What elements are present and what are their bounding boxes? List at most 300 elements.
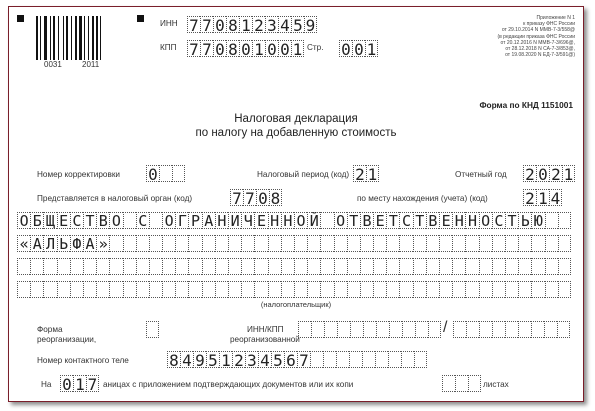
- char-cell[interactable]: 7: [243, 189, 256, 206]
- char-cell[interactable]: [70, 258, 83, 275]
- char-cell[interactable]: [96, 281, 109, 298]
- char-cell[interactable]: 1: [219, 351, 232, 368]
- char-cell[interactable]: [544, 321, 557, 338]
- char-cell[interactable]: [468, 375, 481, 392]
- char-cell[interactable]: [439, 235, 452, 252]
- char-cell[interactable]: 6: [284, 351, 297, 368]
- char-cell[interactable]: [347, 258, 360, 275]
- char-cell[interactable]: Т: [505, 212, 518, 229]
- char-cell[interactable]: Ю: [531, 212, 544, 229]
- char-cell[interactable]: [294, 258, 307, 275]
- char-cell[interactable]: 0: [265, 40, 278, 57]
- char-cell[interactable]: О: [162, 212, 175, 229]
- char-cell[interactable]: Ь: [518, 212, 531, 229]
- appendix-line: к приказу ФНС России: [523, 21, 575, 28]
- char-cell[interactable]: [320, 235, 333, 252]
- char-cell[interactable]: [320, 212, 333, 229]
- appendix-line: от 20.12.2016 N ММВ-7-3/696@,: [500, 39, 575, 46]
- char-cell[interactable]: [439, 258, 452, 275]
- char-cell[interactable]: [413, 235, 426, 252]
- char-cell[interactable]: [466, 321, 479, 338]
- char-cell[interactable]: [518, 321, 531, 338]
- char-cell[interactable]: [294, 281, 307, 298]
- char-cell[interactable]: 5: [271, 351, 284, 368]
- char-cell[interactable]: [336, 351, 349, 368]
- char-cell[interactable]: Й: [307, 212, 320, 229]
- char-cell[interactable]: О: [294, 212, 307, 229]
- char-cell[interactable]: [505, 258, 518, 275]
- char-cell[interactable]: [545, 258, 558, 275]
- char-cell[interactable]: [452, 258, 465, 275]
- barcode: [36, 16, 110, 60]
- char-cell[interactable]: [83, 258, 96, 275]
- char-cell[interactable]: [241, 281, 254, 298]
- char-cell[interactable]: [43, 258, 56, 275]
- reorg-slash: /: [443, 319, 448, 336]
- char-cell[interactable]: [479, 258, 492, 275]
- char-cell[interactable]: [281, 258, 294, 275]
- char-cell[interactable]: 2: [549, 165, 562, 182]
- char-cell[interactable]: [334, 235, 347, 252]
- char-cell[interactable]: [360, 281, 373, 298]
- char-cell[interactable]: [360, 258, 373, 275]
- char-cell[interactable]: 1: [252, 40, 265, 57]
- taxpayer-caption: (налогоплательщик): [260, 300, 332, 309]
- page-label: Стр.: [307, 43, 324, 52]
- char-cell[interactable]: О: [17, 212, 30, 229]
- char-cell[interactable]: [505, 321, 518, 338]
- char-cell[interactable]: [442, 375, 455, 392]
- char-cell[interactable]: [96, 258, 109, 275]
- char-cell[interactable]: [175, 235, 188, 252]
- char-cell[interactable]: [57, 281, 70, 298]
- char-cell[interactable]: [558, 258, 571, 275]
- char-cell[interactable]: [505, 281, 518, 298]
- char-cell[interactable]: [123, 235, 136, 252]
- char-cell[interactable]: И: [228, 212, 241, 229]
- char-cell[interactable]: [531, 321, 544, 338]
- char-cell[interactable]: [70, 281, 83, 298]
- char-cell[interactable]: [162, 235, 175, 252]
- char-cell[interactable]: 0: [213, 16, 226, 33]
- char-cell[interactable]: [426, 281, 439, 298]
- char-cell[interactable]: [531, 281, 544, 298]
- char-cell[interactable]: [439, 281, 452, 298]
- char-cell[interactable]: [531, 258, 544, 275]
- char-cell[interactable]: [146, 321, 159, 338]
- char-cell[interactable]: [17, 258, 30, 275]
- char-cell[interactable]: [426, 235, 439, 252]
- char-cell[interactable]: [465, 235, 478, 252]
- char-cell[interactable]: [558, 235, 571, 252]
- char-cell[interactable]: Т: [386, 212, 399, 229]
- char-cell[interactable]: 8: [226, 16, 239, 33]
- char-cell[interactable]: [415, 321, 428, 338]
- char-cell[interactable]: С: [70, 212, 83, 229]
- char-cell[interactable]: О: [109, 212, 122, 229]
- char-cell[interactable]: [492, 321, 505, 338]
- char-cell[interactable]: [228, 281, 241, 298]
- char-cell[interactable]: [360, 235, 373, 252]
- char-cell[interactable]: 0: [278, 40, 291, 57]
- char-cell[interactable]: 7: [187, 16, 200, 33]
- char-cell[interactable]: Л: [43, 235, 56, 252]
- char-cell[interactable]: [465, 281, 478, 298]
- char-cell[interactable]: 9: [193, 351, 206, 368]
- char-cell[interactable]: 2: [232, 351, 245, 368]
- inn-cells[interactable]: [187, 16, 317, 33]
- kpp-cells[interactable]: [187, 40, 304, 57]
- char-cell[interactable]: [373, 235, 386, 252]
- char-cell[interactable]: [123, 258, 136, 275]
- char-cell[interactable]: [413, 281, 426, 298]
- char-cell[interactable]: О: [334, 212, 347, 229]
- char-cell[interactable]: [453, 321, 466, 338]
- corner-mark: [137, 15, 144, 22]
- char-cell[interactable]: [518, 235, 531, 252]
- char-cell[interactable]: [452, 281, 465, 298]
- char-cell[interactable]: [557, 321, 570, 338]
- char-cell[interactable]: [350, 321, 363, 338]
- char-cell[interactable]: [545, 281, 558, 298]
- char-cell[interactable]: [362, 351, 375, 368]
- char-cell[interactable]: Р: [188, 212, 201, 229]
- char-cell[interactable]: [373, 281, 386, 298]
- char-cell[interactable]: [241, 235, 254, 252]
- char-cell[interactable]: Ч: [241, 212, 254, 229]
- char-cell[interactable]: Е: [373, 212, 386, 229]
- char-cell[interactable]: 4: [180, 351, 193, 368]
- char-cell[interactable]: 1: [366, 40, 377, 59]
- char-cell[interactable]: [294, 235, 307, 252]
- pages-count-cells[interactable]: [60, 375, 99, 392]
- period-cells[interactable]: [353, 165, 379, 182]
- correction-cells[interactable]: [146, 165, 185, 182]
- char-cell[interactable]: 8: [270, 189, 281, 208]
- char-cell[interactable]: 1: [239, 16, 252, 33]
- title-line-2: по налогу на добавленную стоимость: [195, 127, 397, 139]
- taxpayer-row-1[interactable]: [17, 212, 571, 229]
- char-cell[interactable]: [479, 321, 492, 338]
- authority-label: Представляется в налоговый орган (код): [37, 194, 193, 203]
- page-number-cells[interactable]: [339, 40, 378, 57]
- char-cell[interactable]: 2: [353, 165, 366, 182]
- char-cell[interactable]: [531, 235, 544, 252]
- char-cell[interactable]: [43, 281, 56, 298]
- location-cells[interactable]: [523, 189, 562, 206]
- char-cell[interactable]: Г: [175, 212, 188, 229]
- char-cell[interactable]: 8: [226, 40, 239, 57]
- char-cell[interactable]: [123, 281, 136, 298]
- char-cell[interactable]: 7: [230, 189, 243, 206]
- char-cell[interactable]: [109, 235, 122, 252]
- char-cell[interactable]: 7: [200, 16, 213, 33]
- char-cell[interactable]: [123, 212, 136, 229]
- char-cell[interactable]: О: [479, 212, 492, 229]
- char-cell[interactable]: А: [202, 212, 215, 229]
- char-cell[interactable]: [281, 235, 294, 252]
- char-cell[interactable]: [558, 281, 571, 298]
- char-cell[interactable]: »: [96, 235, 109, 252]
- barcode-bar: [63, 16, 64, 60]
- char-cell[interactable]: [386, 281, 399, 298]
- char-cell[interactable]: [399, 281, 412, 298]
- char-cell[interactable]: [281, 281, 294, 298]
- title-line-1: Налоговая декларация: [234, 113, 358, 125]
- char-cell[interactable]: Ь: [57, 235, 70, 252]
- char-cell[interactable]: [334, 281, 347, 298]
- reorg-form-label-2: реорганизации,: [37, 335, 97, 344]
- char-cell[interactable]: [172, 165, 185, 182]
- reorg-inn-kpp-label-1: ИНН/КПП: [247, 325, 284, 334]
- char-cell[interactable]: [373, 258, 386, 275]
- char-cell[interactable]: [389, 321, 402, 338]
- char-cell[interactable]: [518, 258, 531, 275]
- correction-label: Номер корректировки: [37, 170, 120, 179]
- char-cell[interactable]: [323, 351, 336, 368]
- char-cell[interactable]: [401, 351, 414, 368]
- barcode-bar: [88, 16, 89, 60]
- char-cell[interactable]: [241, 258, 254, 275]
- char-cell[interactable]: [399, 258, 412, 275]
- char-cell[interactable]: 1: [536, 189, 549, 206]
- char-cell[interactable]: [298, 321, 311, 338]
- char-cell[interactable]: 8: [167, 351, 180, 368]
- char-cell[interactable]: [188, 258, 201, 275]
- char-cell[interactable]: [465, 258, 478, 275]
- char-cell[interactable]: 0: [256, 189, 269, 206]
- char-cell[interactable]: Е: [57, 212, 70, 229]
- barcode-bar: [53, 16, 55, 60]
- char-cell[interactable]: [215, 281, 228, 298]
- char-cell[interactable]: [159, 165, 172, 182]
- char-cell[interactable]: [492, 235, 505, 252]
- char-cell[interactable]: В: [360, 212, 373, 229]
- taxpayer-row-2[interactable]: [17, 235, 571, 252]
- char-cell[interactable]: В: [96, 212, 109, 229]
- char-cell[interactable]: [228, 258, 241, 275]
- char-cell[interactable]: [254, 235, 267, 252]
- char-cell[interactable]: [149, 235, 162, 252]
- char-cell[interactable]: [426, 258, 439, 275]
- reorg-form-cell[interactable]: [146, 321, 159, 338]
- char-cell[interactable]: [307, 258, 320, 275]
- char-cell[interactable]: [375, 351, 388, 368]
- char-cell[interactable]: 7: [297, 351, 310, 368]
- char-cell[interactable]: [320, 281, 333, 298]
- char-cell[interactable]: [363, 321, 376, 338]
- char-cell[interactable]: [109, 281, 122, 298]
- char-cell[interactable]: [57, 258, 70, 275]
- char-cell[interactable]: 3: [265, 16, 278, 33]
- reorg-kpp-cells[interactable]: [453, 321, 570, 338]
- attachment-pages-cells[interactable]: [442, 375, 481, 392]
- char-cell[interactable]: [215, 235, 228, 252]
- char-cell[interactable]: [452, 235, 465, 252]
- char-cell[interactable]: 0: [239, 40, 252, 57]
- char-cell[interactable]: 0: [146, 165, 159, 182]
- char-cell[interactable]: [307, 281, 320, 298]
- char-cell[interactable]: Т: [83, 212, 96, 229]
- char-cell[interactable]: Н: [452, 212, 465, 229]
- char-cell[interactable]: [413, 258, 426, 275]
- char-cell[interactable]: Т: [413, 212, 426, 229]
- char-cell[interactable]: 7: [200, 40, 213, 57]
- char-cell[interactable]: [349, 351, 362, 368]
- char-cell[interactable]: 1: [292, 40, 303, 59]
- char-cell[interactable]: [324, 321, 337, 338]
- form-code: Форма по КНД 1151001: [479, 100, 573, 110]
- char-cell[interactable]: [492, 258, 505, 275]
- char-cell[interactable]: [310, 351, 323, 368]
- period-label: Налоговый период (код): [257, 170, 350, 179]
- char-cell[interactable]: 2: [252, 16, 265, 33]
- char-cell[interactable]: [402, 321, 415, 338]
- barcode-bar: [66, 16, 68, 60]
- char-cell[interactable]: 4: [258, 351, 271, 368]
- char-cell[interactable]: [386, 258, 399, 275]
- appendix-line: от 28.12.2018 N СА-7-3/853@,: [505, 46, 575, 53]
- reorg-inn-cells[interactable]: [298, 321, 441, 338]
- char-cell[interactable]: 4: [550, 189, 561, 208]
- barcode-bar: [96, 16, 98, 60]
- char-cell[interactable]: Т: [347, 212, 360, 229]
- char-cell[interactable]: 2: [523, 165, 536, 182]
- char-cell[interactable]: [202, 281, 215, 298]
- char-cell[interactable]: Н: [465, 212, 478, 229]
- char-cell[interactable]: [376, 321, 389, 338]
- char-cell[interactable]: [386, 235, 399, 252]
- char-cell[interactable]: [136, 258, 149, 275]
- char-cell[interactable]: [83, 281, 96, 298]
- char-cell[interactable]: [202, 235, 215, 252]
- char-cell[interactable]: [311, 321, 324, 338]
- barcode-bar: [40, 16, 41, 60]
- pages-suffix: листах: [483, 380, 509, 389]
- char-cell[interactable]: [30, 281, 43, 298]
- char-cell[interactable]: Н: [215, 212, 228, 229]
- char-cell[interactable]: [268, 258, 281, 275]
- char-cell[interactable]: [149, 212, 162, 229]
- char-cell[interactable]: 5: [206, 351, 219, 368]
- char-cell[interactable]: [455, 375, 468, 392]
- char-cell[interactable]: [505, 235, 518, 252]
- taxpayer-row-3[interactable]: [17, 258, 571, 275]
- char-cell[interactable]: [109, 258, 122, 275]
- char-cell[interactable]: 0: [213, 40, 226, 57]
- char-cell[interactable]: [215, 258, 228, 275]
- char-cell[interactable]: [307, 235, 320, 252]
- char-cell[interactable]: 1: [73, 375, 86, 392]
- char-cell[interactable]: [188, 235, 201, 252]
- char-cell[interactable]: С: [136, 212, 149, 229]
- char-cell[interactable]: [337, 321, 350, 338]
- barcode-bar: [36, 16, 38, 60]
- char-cell[interactable]: С: [492, 212, 505, 229]
- char-cell[interactable]: А: [30, 235, 43, 252]
- char-cell[interactable]: 9: [305, 16, 316, 35]
- char-cell[interactable]: [202, 258, 215, 275]
- authority-cells[interactable]: [230, 189, 282, 206]
- char-cell[interactable]: [149, 281, 162, 298]
- char-cell[interactable]: [268, 281, 281, 298]
- char-cell[interactable]: [254, 258, 267, 275]
- char-cell[interactable]: Н: [281, 212, 294, 229]
- char-cell[interactable]: [149, 258, 162, 275]
- char-cell[interactable]: [320, 258, 333, 275]
- char-cell[interactable]: 3: [245, 351, 258, 368]
- char-cell[interactable]: 7: [87, 375, 98, 394]
- char-cell[interactable]: В: [426, 212, 439, 229]
- char-cell[interactable]: [162, 281, 175, 298]
- char-cell[interactable]: [428, 321, 441, 338]
- inn-label: ИНН: [160, 19, 178, 28]
- taxpayer-row-4[interactable]: [17, 281, 571, 298]
- char-cell[interactable]: [162, 258, 175, 275]
- char-cell[interactable]: [479, 235, 492, 252]
- barcode-bar: [100, 16, 101, 60]
- char-cell[interactable]: [136, 281, 149, 298]
- barcode-bar: [44, 16, 47, 60]
- char-cell[interactable]: [136, 235, 149, 252]
- char-cell[interactable]: «: [17, 235, 30, 252]
- char-cell[interactable]: Ф: [70, 235, 83, 252]
- char-cell[interactable]: Е: [439, 212, 452, 229]
- char-cell[interactable]: [17, 281, 30, 298]
- phone-cells[interactable]: [167, 351, 427, 368]
- char-cell[interactable]: Б: [30, 212, 43, 229]
- char-cell[interactable]: [175, 281, 188, 298]
- char-cell[interactable]: [30, 258, 43, 275]
- char-cell[interactable]: 1: [367, 165, 378, 184]
- char-cell[interactable]: С: [399, 212, 412, 229]
- char-cell[interactable]: [347, 235, 360, 252]
- year-cells[interactable]: [523, 165, 575, 182]
- barcode-bar: [79, 16, 82, 60]
- char-cell[interactable]: А: [83, 235, 96, 252]
- char-cell[interactable]: [228, 235, 241, 252]
- char-cell[interactable]: Н: [268, 212, 281, 229]
- char-cell[interactable]: [414, 351, 427, 368]
- char-cell[interactable]: [518, 281, 531, 298]
- char-cell[interactable]: Щ: [43, 212, 56, 229]
- char-cell[interactable]: [492, 281, 505, 298]
- char-cell[interactable]: [545, 235, 558, 252]
- char-cell[interactable]: 2: [523, 189, 536, 206]
- char-cell[interactable]: [558, 212, 571, 229]
- char-cell[interactable]: 1: [563, 165, 574, 184]
- char-cell[interactable]: [545, 212, 558, 229]
- char-cell[interactable]: 0: [60, 375, 73, 392]
- char-cell[interactable]: [347, 281, 360, 298]
- char-cell[interactable]: 0: [536, 165, 549, 182]
- char-cell[interactable]: [388, 351, 401, 368]
- char-cell[interactable]: 0: [339, 40, 352, 57]
- char-cell[interactable]: [268, 235, 281, 252]
- char-cell[interactable]: 0: [352, 40, 365, 57]
- char-cell[interactable]: [399, 235, 412, 252]
- char-cell[interactable]: 4: [278, 16, 291, 33]
- char-cell[interactable]: [188, 281, 201, 298]
- char-cell[interactable]: 5: [291, 16, 304, 33]
- char-cell[interactable]: [479, 281, 492, 298]
- char-cell[interactable]: 7: [187, 40, 200, 57]
- char-cell[interactable]: [254, 281, 267, 298]
- pages-prefix: На: [41, 380, 52, 389]
- char-cell[interactable]: [334, 258, 347, 275]
- char-cell[interactable]: [175, 258, 188, 275]
- char-cell[interactable]: Е: [254, 212, 267, 229]
